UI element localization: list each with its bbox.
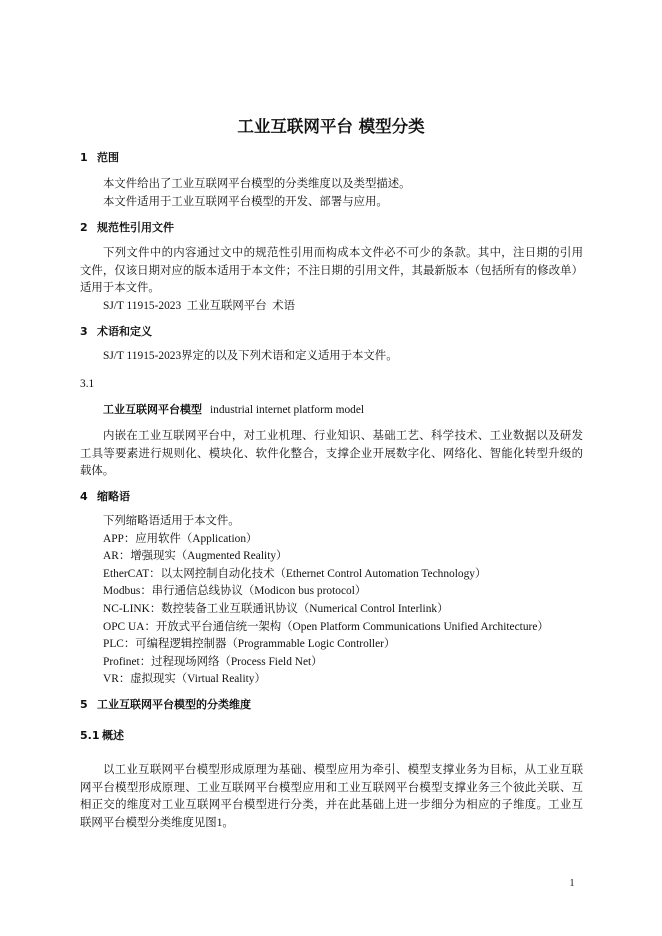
section-title: 工业互联网平台模型的分类维度	[97, 698, 251, 711]
section-number: 3	[80, 325, 88, 338]
section-3-heading	[80, 323, 583, 341]
term-entry	[80, 401, 583, 419]
abbreviation-item: PLC：可编程逻辑控制器（Programmable Logic Controller）	[103, 638, 396, 651]
paragraph-line: 本文件给出了工业互联网平台模型的分类维度以及类型描述。	[103, 178, 411, 190]
definition-line: 工具等要素进行规则化、模块化、软件化整合，支撑企业开展数字化、网络化、智能化转型升级的	[80, 447, 583, 460]
section-number: 1	[80, 151, 88, 164]
page-number: 1	[569, 878, 575, 889]
abbreviation-item: Profinet：过程现场网络（Process Field Net）	[103, 655, 323, 668]
definition-line: 内嵌在工业互联网平台中，对工业机理、行业知识、基础工艺、科学技术、工业数据以及研发	[103, 430, 583, 442]
abbreviation-item: VR：虚拟现实（Virtual Reality）	[103, 673, 266, 686]
clause-number: 3.1	[80, 378, 95, 390]
section-1-body	[80, 176, 583, 211]
section-5-heading	[80, 696, 583, 714]
paragraph-line: 以工业互联网平台模型形成原理为基础、模型应用为牵引、模型支撑业务为目标，从工业互联	[103, 764, 583, 776]
subsection-5-1-heading	[80, 727, 583, 745]
paragraph-line: 网平台模型形成原理、工业互联网平台模型应用和工业互联网平台模型支撑业务三个彼此关联、互	[80, 781, 583, 794]
paragraph-line: 相正交的维度对工业互联网平台模型进行分类，并在此基础上进一步细分为相应的子维度。工业互	[80, 799, 583, 812]
section-number: 5	[80, 698, 88, 711]
section-number: 2	[80, 221, 88, 234]
abbreviation-item: EtherCAT：以太网控制自动化技术（Ethernet Control Automation Technology）	[103, 567, 487, 580]
normative-reference: SJ/T 11915-2023 工业互联网平台 术语	[103, 299, 296, 312]
term-definition	[80, 428, 583, 481]
section-title: 范围	[97, 151, 119, 164]
section-2-heading	[80, 219, 583, 237]
section-number: 4	[80, 490, 88, 503]
section-title: 缩略语	[97, 490, 130, 503]
section-3-body	[80, 348, 583, 366]
subsection-number: 5.1	[80, 729, 100, 742]
abbreviation-item: Modbus：串行通信总线协议（Modicon bus protocol）	[103, 585, 367, 598]
document-title: 工业互联网平台 模型分类	[237, 117, 425, 136]
abbreviation-item: APP：应用软件（Application）	[103, 532, 258, 545]
subsection-title: 概述	[102, 729, 124, 742]
abbreviation-item: OPC UA：开放式平台通信统一架构（Open Platform Communications Unified Architecture）	[103, 620, 549, 633]
definition-line: 载体。	[80, 465, 115, 478]
section-2-body	[80, 245, 583, 315]
section-title: 规范性引用文件	[97, 221, 174, 234]
section-title: 术语和定义	[97, 325, 152, 338]
paragraph-line: 本文件适用于工业互联网平台模型的开发、部署与应用。	[103, 195, 388, 208]
section-1-heading	[80, 149, 583, 167]
term-chinese: 工业互联网平台模型	[103, 403, 202, 416]
paragraph-line: 联网平台模型分类维度见图1。	[80, 816, 234, 829]
section-4-heading	[80, 488, 583, 506]
paragraph-line: 下列缩略语适用于本文件。	[103, 515, 240, 527]
paragraph-line: 文件，仅该日期对应的版本适用于本文件；不注日期的引用文件，其最新版本（包括所有的修改单）	[80, 264, 583, 277]
paragraph-line: 适用于本文件。	[80, 282, 160, 295]
abbreviation-item: NC-LINK：数控装备工业互联通讯协议（Numerical Control Interlink）	[103, 602, 449, 615]
term-english: industrial internet platform model	[210, 404, 365, 416]
subsection-5-1-body	[80, 762, 583, 832]
abbreviation-list	[80, 513, 583, 689]
abbreviation-item: AR：增强现实（Augmented Reality）	[103, 550, 288, 563]
paragraph-line: 下列文件中的内容通过文中的规范性引用而构成本文件必不可少的条款。其中，注日期的引用	[103, 247, 583, 259]
paragraph-line: SJ/T 11915-2023界定的以及下列术语和定义适用于本文件。	[103, 350, 398, 362]
